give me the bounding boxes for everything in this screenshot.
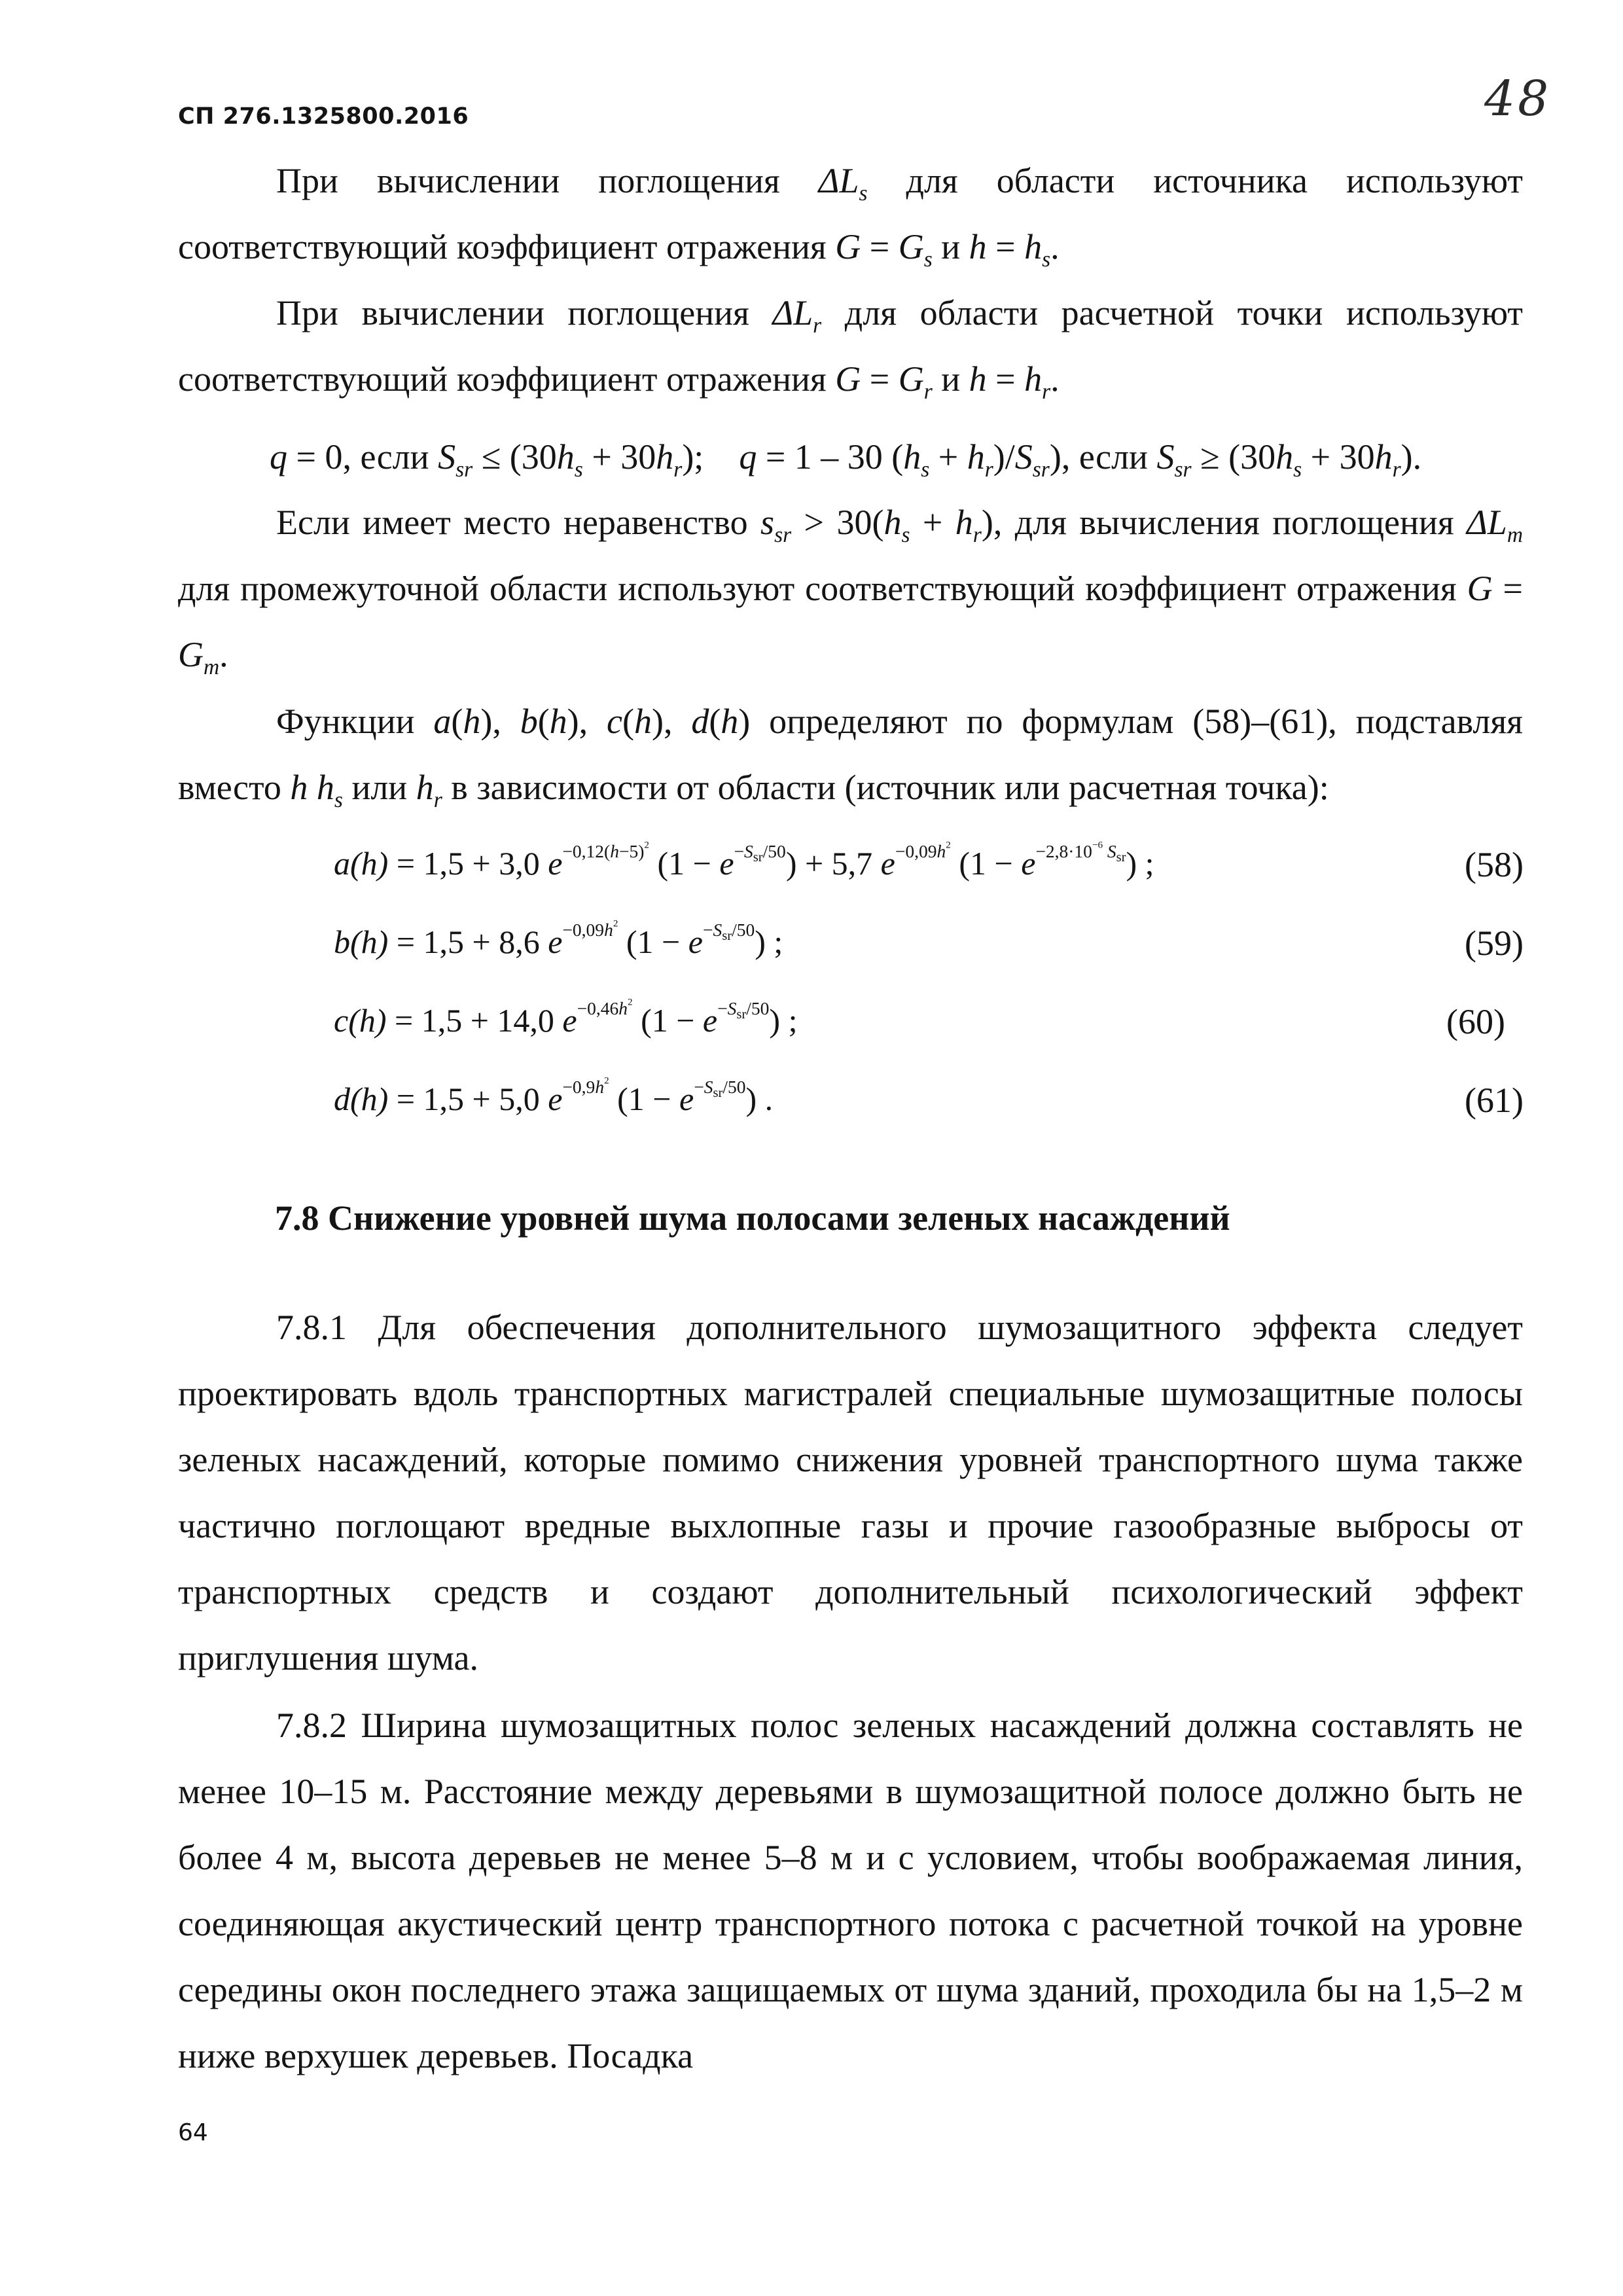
handwritten-page-number: 48 — [1484, 71, 1552, 127]
paragraph-7-8-1: 7.8.1 Для обеспечения дополнительного шумозащитного эффекта следует проектировать вдоль транспортных магистралей специальные шумозащитные полосы зеленых насаждений, которые помимо снижения уровней транспортного шума также частично поглощают вредные выхлопные газы и прочие газообразные выбросы от транспортных средств и создают дополнительный психологический эффект приглушения шума. — [178, 1308, 1523, 1677]
formula-59: b(h) = 1,5 + 8,6 $e^{-0,09h^2}$ $(1 - e^{-S_{sr}/50})$ ; — [334, 918, 783, 960]
equation-number-58: (58) — [1465, 845, 1524, 884]
paragraph-functions: Функции a(h), b(h), c(h), d(h) определяют по формулам (58)–(61), подставляя вместо h $h_s$ или $h_r$ в зависимости от области (источник или расчетная точка): — [178, 702, 1523, 812]
q-condition-line: q = 0, если $S_{sr} \le (30h_s + 30h_r)$; q = 1 – 30 $(h_s + h_r)/S_{sr}$), если $S_{sr} \ge (30h_s + 30h_r)$. — [270, 437, 1422, 482]
equation-number-61: (61) — [1465, 1081, 1524, 1120]
formula-60: c(h) = 1,5 + 14,0 $e^{-0,46h^2}$ $(1 - e^{-S_{sr}/50})$ ; — [334, 997, 798, 1039]
paragraph-7-8-2: 7.8.2 Ширина шумозащитных полос зеленых насаждений должна составлять не менее 10–15 м. Расстояние между деревьями в шумозащитной полосе должно быть не более 4 м, высота деревьев не менее 5–8 м и с условием, чтобы воображаемая линия, соединяющая акустический центр транспортного потока с расчетной точкой на уровне середины окон последнего этажа защищаемых от шума зданий, проходила бы на 1,5–2 м ниже верхушек деревьев. Посадка — [178, 1706, 1523, 2075]
paragraph-source-absorption: При вычислении поглощения $\Delta L_s$ для области источника используют соответствующий коэффициент отражения $G = G_s$ и $h = h_s$. — [178, 161, 1523, 272]
formula-58: a(h) = 1,5 + 3,0 $e^{-0,12(h-5)^2}$ $(1 - e^{-S_{sr}/50}) + 5,7$ $e^{-0,09h^2}$ $(1 - e^{-2,8\cdot 10^{-6} S_{sr}})$ ; — [334, 840, 1154, 882]
document-code: СП 276.1325800.2016 — [178, 103, 469, 130]
paragraph-receiver-absorption: При вычислении поглощения $\Delta L_r$ для области расчетной точки используют соответствующий коэффициент отражения $G = G_r$ и $h = h_r$. — [178, 293, 1523, 404]
page-number: 64 — [178, 2119, 208, 2146]
section-heading: 7.8 Снижение уровней шума полосами зеленых насаждений — [275, 1198, 1230, 1238]
paragraph-intermediate-region: Если имеет место неравенство $s_{sr} > 30(h_s + h_r)$, для вычисления поглощения $\Delta L_m$ для промежуточной области используют соответствующий коэффициент отражения $G = G_m$. — [178, 503, 1523, 679]
equation-number-60: (60) — [1446, 1002, 1505, 1041]
formula-61: d(h) = 1,5 + 5,0 $e^{-0,9h^2}$ $(1 - e^{-S_{sr}/50})$ . — [334, 1075, 774, 1117]
equation-number-59: (59) — [1465, 924, 1524, 963]
